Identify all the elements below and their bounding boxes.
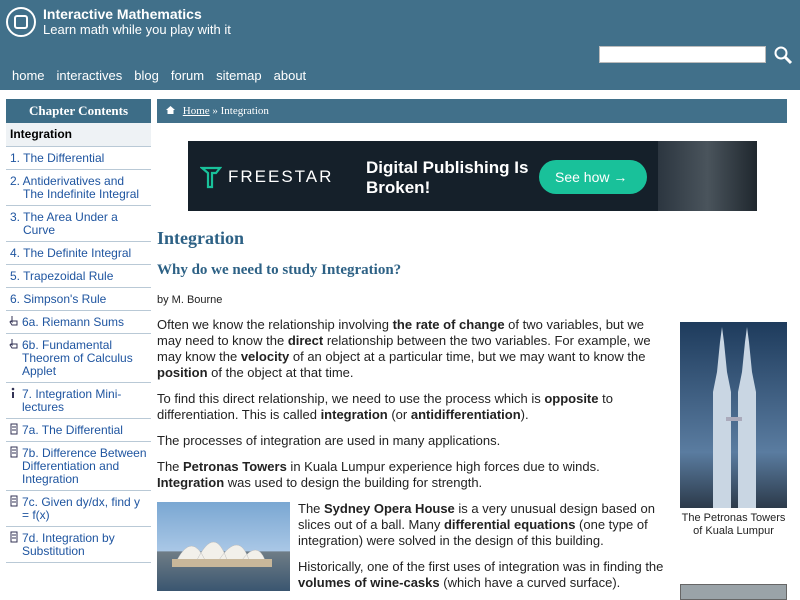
sidebar-item-7c-find-y[interactable] xyxy=(6,491,151,527)
main-nav xyxy=(12,68,318,83)
freestar-logo-icon xyxy=(200,165,222,189)
sidebar-item-area-under-curve[interactable] xyxy=(6,206,151,242)
sidebar-item-label: 5. Trapezoidal Rule xyxy=(10,269,114,283)
sidebar-heading: Chapter Contents xyxy=(6,99,151,123)
sidebar-item-differential[interactable] xyxy=(6,147,151,170)
sidebar-item-7a-differential[interactable] xyxy=(6,419,151,442)
sidebar-item-riemann-sums[interactable] xyxy=(6,311,151,334)
sidebar-item-trapezoidal-rule[interactable] xyxy=(6,265,151,288)
sidebar-item-label: 7c. Given dy/dx, find y = f(x) xyxy=(22,495,141,522)
home-icon[interactable] xyxy=(165,105,176,115)
sidebar-item-label: 6. Simpson's Rule xyxy=(10,292,107,306)
sidebar-item-label: 3. The Area Under a Curve xyxy=(10,210,118,237)
nav-home[interactable]: home xyxy=(12,68,45,83)
hand-pointer-icon xyxy=(9,338,19,350)
paragraph-opera-house: The Sydney Opera House is a very unusual design based on slices out of a ball. Many differential equations (one type of integration) were solved in the design of this building. xyxy=(298,501,655,548)
towers-caption: The Petronas Towers of Kuala Lumpur xyxy=(681,512,786,537)
breadcrumb-home-link[interactable]: Home xyxy=(182,105,210,117)
nav-about[interactable]: about xyxy=(273,68,307,83)
ad-cta-button[interactable]: See how → xyxy=(539,160,647,194)
paragraph-wine-casks: Historically, one of the first uses of integration was in finding the volumes of wine-casks (which have a curved surface). xyxy=(298,559,664,590)
site-header xyxy=(0,0,800,90)
page-title: Integration xyxy=(157,228,244,248)
towers-illustration xyxy=(680,322,787,508)
breadcrumb-separator: » xyxy=(212,105,218,117)
search-input[interactable] xyxy=(599,46,766,63)
sidebar-item-label: 6a. Riemann Sums xyxy=(22,315,125,329)
sidebar-item-label: 6b. Fundamental Theorem of Calculus Applet xyxy=(22,338,133,378)
sydney-opera-house-image xyxy=(157,502,290,591)
byline: by M. Bourne xyxy=(157,294,223,306)
nav-forum[interactable]: forum xyxy=(170,68,205,83)
opera-house-illustration xyxy=(157,502,290,591)
petronas-towers-image xyxy=(680,322,787,508)
wine-cask-image xyxy=(680,584,787,600)
ad-brand: FREESTAR xyxy=(228,167,334,186)
site-tagline: Learn math while you play with it xyxy=(43,22,231,37)
document-icon xyxy=(9,495,19,507)
sidebar-item-label: 2. Antiderivatives and The Indefinite Integral xyxy=(10,174,140,201)
sidebar-item-label: 7b. Difference Between Differentiation and Integration xyxy=(22,446,147,486)
nav-sitemap[interactable]: sitemap xyxy=(216,68,262,83)
paragraph-rate-of-change: Often we know the relationship involving the rate of change of two variables, but we may need to know the direct relationship between the two variables. For example, we may know the velocity of an object at a particular time, but we may want to know the position of the object at that time. xyxy=(157,317,651,380)
logo-icon[interactable] xyxy=(6,7,36,37)
info-icon xyxy=(9,387,19,399)
document-icon xyxy=(9,531,19,543)
sidebar-item-label: 1. The Differential xyxy=(10,151,105,165)
site-title[interactable]: Interactive Mathematics xyxy=(43,6,202,22)
paragraph-applications: The processes of integration are used in many applications. xyxy=(157,433,501,448)
sidebar-item-definite-integral[interactable] xyxy=(6,242,151,265)
sidebar-item-7d-substitution[interactable] xyxy=(6,527,151,563)
nav-interactives[interactable]: interactives xyxy=(56,68,123,83)
paragraph-integration-definition: To find this direct relationship, we need to use the process which is opposite to differentiation. This is called integration (or antidifferentiation). xyxy=(157,391,613,422)
ad-photo xyxy=(658,141,757,211)
sidebar-item-ftc-applet[interactable] xyxy=(6,334,151,383)
sidebar-item-integration[interactable] xyxy=(6,123,151,147)
ad-headline: Digital Publishing Is Broken! xyxy=(366,158,529,197)
paragraph-petronas: The Petronas Towers in Kuala Lumpur experience high forces due to winds. Integration was used to design the building for strength. xyxy=(157,459,600,490)
document-icon xyxy=(9,423,19,435)
ad-banner[interactable] xyxy=(188,141,757,211)
breadcrumb-current: Integration xyxy=(220,105,269,117)
sidebar-item-mini-lectures[interactable] xyxy=(6,383,151,419)
sidebar-item-label: 4. The Definite Integral xyxy=(10,246,132,260)
sidebar-item-simpsons-rule[interactable] xyxy=(6,288,151,311)
section-title: Why do we need to study Integration? xyxy=(157,262,402,278)
sidebar-item-label: 7a. The Differential xyxy=(22,423,123,437)
sidebar-item-antiderivatives[interactable] xyxy=(6,170,151,206)
sidebar-item-label: 7. Integration Mini-lectures xyxy=(22,387,122,414)
search-icon[interactable] xyxy=(773,45,793,65)
sidebar-item-7b-difference[interactable] xyxy=(6,442,151,491)
document-icon xyxy=(9,446,19,458)
main-content xyxy=(157,228,667,591)
nav-blog[interactable]: blog xyxy=(134,68,159,83)
opera-house-block xyxy=(157,501,667,591)
opera-house-text xyxy=(298,501,668,600)
sidebar-item-label: Integration xyxy=(10,127,72,141)
petronas-towers-figure xyxy=(680,322,787,538)
breadcrumb xyxy=(157,99,787,123)
sidebar-item-label: 7d. Integration by Substitution xyxy=(22,531,115,558)
chapter-sidebar xyxy=(6,99,151,563)
hand-pointer-icon xyxy=(9,315,19,327)
